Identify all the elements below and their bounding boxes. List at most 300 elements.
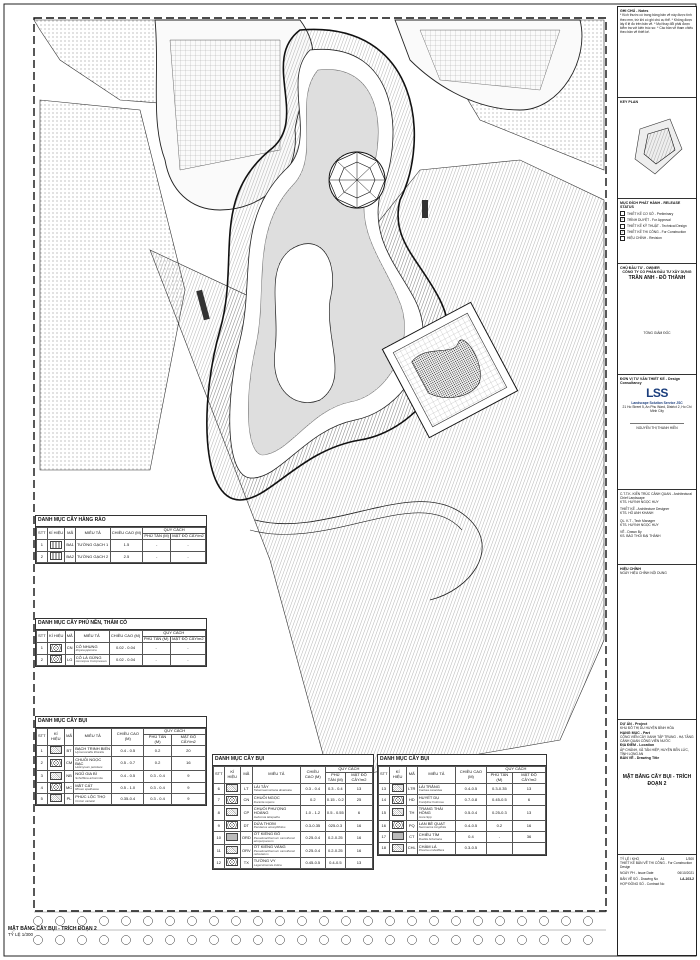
shrub-table-3-title: DANH MỤC CÂY BỤI — [378, 755, 546, 766]
scale-label: TỶ LỆ / KHỔ — [620, 857, 640, 861]
shrub-table-2-title: DANH MỤC CÂY BỤI — [213, 755, 373, 766]
notes-title: GHI CHÚ - Notes — [620, 9, 649, 13]
col-quy-cach: QUY CÁCH — [486, 766, 545, 772]
plant-name: TƯỜNG VY — [253, 858, 276, 864]
col-stt: STT — [37, 630, 48, 643]
description-cell — [74, 757, 112, 771]
paper-size: A1 — [660, 857, 665, 861]
shrub-table-1 — [35, 716, 207, 806]
release-item-label: HIỆU CHỈNH - Revision — [627, 236, 662, 241]
cao-cell: 0.25-0.4 — [300, 844, 325, 857]
do-cell: - — [170, 654, 205, 665]
col-mat-do: MẬT ĐỘ CÂY/m2 — [512, 772, 545, 783]
plant-symbol-icon — [50, 552, 62, 560]
grid-bubble — [540, 917, 549, 926]
plant-name: CHIỀU TÍM — [418, 832, 440, 838]
tan-cell: 025-0.3 — [325, 820, 345, 831]
table-row — [379, 795, 546, 806]
symbol-cell — [389, 806, 406, 820]
plant-symbol-icon — [226, 821, 238, 829]
col-ki-hieu: KÍ HIỆU — [224, 766, 240, 783]
col-phu-tan: PHỦ TÁN (M) — [144, 734, 171, 745]
cao-cell: 0.02 - 0.04 — [109, 643, 142, 654]
project-title: DỰ ÁN - Project — [620, 722, 648, 726]
owner-name-2: TRẦN ANH - ĐỒ THÀNH — [628, 274, 686, 281]
roles-section — [618, 490, 696, 565]
table-row — [214, 783, 373, 794]
plant-name: CỎ NHUNG — [75, 643, 98, 649]
ma-cell: PL — [64, 793, 73, 804]
grid-bubble — [320, 936, 329, 945]
plant-symbol-icon — [50, 794, 62, 802]
ma-cell: ORD — [240, 831, 252, 844]
col-chieu-cao: CHIỀU CAO (M) — [110, 527, 143, 540]
stt-cell: 9 — [214, 820, 225, 831]
description-cell — [252, 820, 300, 831]
grid-bubble — [518, 917, 527, 926]
symbol-cell — [389, 820, 406, 831]
stt-cell: 1 — [37, 540, 48, 551]
table-row — [37, 551, 206, 562]
grid-bubble — [144, 936, 153, 945]
description-cell — [252, 783, 300, 794]
tan-cell: - — [143, 540, 171, 551]
plant-latin-name: Heliconia latispatha — [253, 814, 280, 819]
ma-cell: PQ — [406, 820, 417, 831]
description-cell — [74, 745, 112, 756]
ma-cell: LTR — [406, 783, 417, 794]
table-row — [379, 783, 546, 794]
director-signature — [630, 415, 684, 424]
plant-latin-name: Axonopus Compressus — [75, 659, 107, 664]
description-cell — [417, 843, 455, 854]
symbol-cell — [47, 654, 65, 665]
stt-cell: 3 — [37, 771, 48, 782]
col-mat-do: MẬT ĐỘ CÂY/m2 — [172, 533, 204, 539]
do-cell: 16 — [512, 820, 545, 831]
plant-symbol-icon — [226, 784, 238, 792]
revision-columns: NGÀY HIỆU CHỈNH NỘI DUNG — [620, 571, 667, 576]
hedge-table-title: DANH MỤC CÂY HÀNG RÀO — [36, 516, 206, 527]
drawing-title-label: BẢN VẼ - Drawing Title — [620, 756, 660, 760]
description-cell — [74, 771, 112, 782]
tan-cell: 0.5 - 0.55 — [325, 806, 345, 820]
plant-latin-name: Duranta repens — [253, 799, 275, 804]
ma-cell: LT — [240, 783, 252, 794]
table-row — [379, 843, 546, 854]
col-mieu-ta: MIÊU TẢ — [74, 630, 109, 643]
col-ki-hieu: KÍ HIỆU — [47, 630, 65, 643]
lss-logo: LSS — [646, 385, 668, 400]
stt-cell: 1 — [37, 745, 48, 756]
plant-latin-name: Carissa carandas — [418, 788, 443, 793]
role-title: VẼ - Drawn By — [620, 529, 642, 534]
cao-cell: 0.25-0.4 — [300, 831, 325, 844]
description-cell — [417, 831, 455, 842]
plant-name: DỨA THƠM — [253, 820, 276, 826]
grid-bubble — [474, 936, 483, 945]
description-cell — [417, 820, 455, 831]
release-item — [620, 230, 694, 235]
plant-name: BẠCH TRINH BIỂN — [75, 746, 111, 752]
tan-cell: 0.2 — [144, 757, 171, 771]
description-cell — [252, 795, 300, 806]
ma-cell: NB — [64, 771, 73, 782]
symbol-cell — [47, 757, 64, 771]
col-ma: MÃ — [64, 728, 73, 745]
grid-bubble — [408, 936, 417, 945]
col-stt: STT — [379, 766, 390, 783]
plant-name: CHUỐI PHƯỢNG HOÀNG — [253, 805, 287, 816]
plant-latin-name: Helicrysum petiolare — [75, 765, 103, 770]
grid-bubble — [496, 936, 505, 945]
plant-symbol-icon — [50, 644, 62, 652]
col-quy-cach: QUY CÁCH — [142, 630, 205, 636]
checkbox-icon — [620, 211, 625, 216]
plant-symbol-icon — [392, 808, 404, 816]
lss-name: Landscape Solution Service JSC — [631, 400, 683, 405]
cao-cell: 0.5 - 0.7 — [112, 757, 144, 771]
table-row — [37, 654, 206, 665]
col-stt: STT — [37, 527, 48, 540]
grid-bubble — [78, 917, 87, 926]
table-row — [379, 831, 546, 842]
location-title: ĐỊA ĐIỂM - Location — [620, 743, 655, 748]
col-mat-do: MẬT ĐỘ CÂY/m2 — [171, 734, 205, 745]
do-cell: - — [171, 540, 206, 551]
consultant-title: ĐƠN VỊ TƯ VẤN THIẾT KẾ - Design Consultancy — [620, 377, 680, 386]
col-chieu-cao: CHIỀU CAO (M) — [456, 766, 487, 783]
director-name: NGUYỄN THỊ THANH HIỀN — [636, 426, 678, 431]
col-phu-tan: PHỦ TÁN (M) — [486, 772, 512, 783]
ma-cell: CN — [65, 643, 74, 654]
col-stt: STT — [37, 728, 48, 745]
stt-cell: 1 — [37, 643, 48, 654]
cao-cell: 0.3-0.5 — [456, 843, 487, 854]
stt-cell: 4 — [37, 782, 48, 793]
plant-name: TƯỜNG GẠCH 1 — [76, 542, 109, 548]
plant-name: ỚT KIỂNG VÀNG — [253, 844, 286, 850]
grid-bubble — [452, 936, 461, 945]
plant-latin-name: Zoysia japonica — [75, 648, 97, 653]
cao-cell: 0.4 - 0.5 — [112, 745, 144, 756]
role-title: QL. K.T - Tech Manager — [620, 518, 656, 523]
plant-symbol-icon — [50, 759, 62, 767]
tan-cell: 0.3 - 0.4 — [144, 782, 171, 793]
issue-date: 06/10/2021 — [677, 871, 694, 876]
plant-latin-name: Cordyline fruticosa — [418, 799, 444, 804]
lss-address: 21 Ho Street 5, An Phu Ward, District 2, Ho Chi Minh City — [622, 405, 692, 414]
part-text: CÔNG VIÊN CÂY XANH TẬP TRUNG - HẠ TẦNG CẢNH QUAN CÔNG VIÊN NƯỚC — [620, 735, 694, 744]
grid-bubble — [166, 936, 175, 945]
table-row — [37, 782, 206, 793]
grid-bubble — [188, 936, 197, 945]
plant-name: CỎ LÁ GỪNG — [75, 655, 102, 661]
key-plan-diagram — [620, 104, 692, 184]
stt-cell: 11 — [214, 844, 225, 857]
col-chieu-cao: CHIỀU CAO (M) — [300, 766, 325, 783]
grid-bubble — [364, 936, 373, 945]
grid-bubble — [210, 936, 219, 945]
plant-latin-name: Ruellia britoniana — [418, 836, 442, 841]
groundcover-table — [35, 618, 207, 667]
cao-cell: 0.02 - 0.04 — [109, 654, 142, 665]
plant-latin-name: Hymenocallis littoralis — [75, 750, 105, 755]
grid-bubble — [122, 936, 131, 945]
release-item-label: THIẾT KẾ CƠ SỞ - Preliminary — [627, 211, 674, 216]
shrub-table-3 — [377, 754, 547, 856]
col-ki-hieu: KÍ HIỆU — [389, 766, 406, 783]
do-cell: 13 — [512, 783, 545, 794]
cao-cell: 0.35-0.4 — [112, 793, 144, 804]
symbol-cell — [389, 783, 406, 794]
cao-cell: 0.4-0.5 — [456, 783, 487, 794]
stt-cell: 2 — [37, 551, 48, 562]
grid-bubble — [144, 917, 153, 926]
description-cell — [74, 793, 112, 804]
do-cell: 16 — [171, 757, 205, 771]
role-title: THIẾT KẾ - Architecture Designer — [620, 507, 670, 512]
ma-cell: TX — [240, 857, 252, 868]
table-row — [37, 793, 206, 804]
symbol-cell — [224, 783, 240, 794]
release-item-label: THIẾT KẾ THI CÔNG - For Construction — [627, 230, 687, 235]
release-title: MỤC ĐÍCH PHÁT HÀNH - RELEASE STATUS — [620, 201, 681, 210]
col-mieu-ta: MIÊU TẢ — [74, 728, 112, 745]
ma-cell: BT — [64, 745, 73, 756]
col-mat-do: MẬT ĐỘ CÂY/m2 — [345, 772, 372, 783]
notes-text: * Kích thước có trong bảng bản vẽ này được tính theo mm, trừ khi có ghi chú cụ thể. * Không được lấy tỉ lệ đo trên bản vẽ. * Mọi thay đổi phải được kiểm tra với kiến trúc sư. * Các bản vẽ tham chiếu theo bản vẽ thiết kế. — [620, 13, 694, 34]
grid-bubble — [122, 917, 131, 926]
table-row — [214, 831, 373, 844]
drawing-title: MẶT BẰNG CÂY BỤI - TRÍCH ĐOẠN 2 — [622, 774, 692, 787]
plant-symbol-icon — [392, 784, 404, 792]
stt-cell: 7 — [214, 795, 225, 806]
owner-title: CHỦ ĐẦU TƯ - OWNER — [620, 266, 660, 270]
col-mat-do: MẬT ĐỘ CÂY/m2 — [172, 636, 204, 642]
release-item — [620, 224, 694, 229]
col-quy-cach: QUY CÁCH — [325, 766, 372, 772]
groundcover-table-title: DANH MỤC CÂY PHỦ NỀN, THẢM CỎ — [36, 619, 206, 630]
release-list — [620, 211, 694, 241]
table-row — [214, 857, 373, 868]
tan-cell: 0.3-0.35 — [486, 783, 512, 794]
cao-cell: 0.4 — [456, 831, 487, 842]
col-mieu-ta: MIÊU TẢ — [75, 527, 110, 540]
col-ki-hieu: KÍ HIỆU — [47, 527, 65, 540]
release-item — [620, 217, 694, 222]
description-cell — [417, 795, 455, 806]
plant-symbol-icon — [392, 844, 404, 852]
tan-cell: - — [143, 551, 171, 562]
plant-symbol-icon — [392, 832, 404, 840]
role-title: C.T.T.K. KIẾN TRÚC CẢNH QUAN - Architectural Chief Landscape — [620, 492, 692, 501]
grid-bubble — [232, 936, 241, 945]
tan-cell: 0.2-0.25 — [325, 844, 345, 857]
plant-name: TƯỜNG GẠCH 2 — [76, 553, 109, 559]
plant-symbol-icon — [50, 772, 62, 780]
description-cell — [74, 643, 109, 654]
tan-cell: 0.3 - 0.4 — [325, 783, 345, 794]
description-cell — [75, 551, 110, 562]
ma-cell: BA2 — [65, 551, 76, 562]
plant-symbol-icon — [226, 833, 238, 841]
stt-cell: 17 — [379, 831, 390, 842]
owner-signatory: TỔNG GIÁM ĐỐC — [643, 331, 671, 336]
grid-bubble — [584, 936, 593, 945]
ma-cell: CM — [64, 757, 73, 771]
description-cell — [252, 857, 300, 868]
do-cell: 6 — [512, 795, 545, 806]
do-cell: 13 — [345, 857, 372, 868]
do-cell: 20 — [171, 745, 205, 756]
description-cell — [417, 806, 455, 820]
tan-cell: 0.2 — [144, 745, 171, 756]
do-cell: 9 — [171, 771, 205, 782]
plant-symbol-icon — [50, 746, 62, 754]
grid-bubble — [386, 917, 395, 926]
tan-cell: 0.25-0.3 — [486, 806, 512, 820]
stt-cell: 18 — [379, 843, 390, 854]
grid-bubble — [342, 936, 351, 945]
grid-bubble — [452, 917, 461, 926]
plant-latin-name: Tabernaemontana divaricata — [253, 788, 292, 793]
tan-cell: 0.15 - 0.2 — [325, 795, 345, 806]
grid-bubble — [386, 936, 395, 945]
grid-bubble — [56, 917, 65, 926]
tan-cell: 0.4-0.5 — [325, 857, 345, 868]
role-person: KTS. HUỲNH NGỌC HUY — [620, 522, 659, 527]
purpose: THIẾT KẾ BẢN VẼ THI CÔNG - For Construction Design — [620, 861, 693, 870]
issue-date-label: NGÀY PH - Issue Date — [620, 871, 654, 876]
grid-bubble — [562, 917, 571, 926]
grid-bubble — [254, 936, 263, 945]
do-cell: 16 — [345, 831, 372, 844]
key-plan-title: KEY PLAN — [620, 100, 639, 104]
col-ma: MÃ — [65, 630, 74, 643]
central-pavilion — [329, 152, 385, 208]
description-cell — [252, 831, 300, 844]
table-row — [214, 820, 373, 831]
grid-bubble — [210, 917, 219, 926]
table-row — [214, 795, 373, 806]
plant-name: MẮT CÁT — [75, 782, 93, 788]
plant-name: LÀI TÂY — [253, 784, 269, 790]
ma-cell: CP — [240, 806, 252, 820]
grid-bubble — [430, 936, 439, 945]
table-row — [214, 806, 373, 820]
col-quy-cach: QUY CÁCH — [143, 527, 206, 533]
drawing-footer — [8, 926, 97, 937]
do-cell: 36 — [512, 831, 545, 842]
table-row — [379, 806, 546, 820]
stt-cell: 8 — [214, 806, 225, 820]
plant-name: HUYẾT DỤ — [418, 795, 440, 801]
grid-bubble — [496, 917, 505, 926]
tan-cell: 0.3 - 0.4 — [144, 771, 171, 782]
ma-cell: LG — [65, 654, 74, 665]
plant-latin-name: Neomarica longifolia — [418, 825, 446, 830]
checkbox-icon — [620, 236, 625, 241]
table-row — [37, 540, 206, 551]
col-phu-tan: PHỦ TÁN (M) — [143, 636, 169, 642]
tan-cell: 0.3 - 0.4 — [144, 793, 171, 804]
do-cell: 13 — [512, 806, 545, 820]
plant-latin-name: Rhoeo spathacea — [75, 787, 99, 792]
stt-cell: 2 — [37, 654, 48, 665]
ma-cell: DT — [240, 820, 252, 831]
do-cell: 13 — [345, 783, 372, 794]
footer-scale: TỶ LỆ 1/300 — [8, 932, 34, 937]
plant-name: LAN BÈ QUẠT — [418, 820, 446, 826]
symbol-cell — [47, 782, 64, 793]
plant-latin-name: Lagerstroemia indica — [253, 862, 282, 867]
col-mieu-ta: MIÊU TẢ — [252, 766, 300, 783]
grid-bubble — [254, 917, 263, 926]
do-cell: 16 — [345, 820, 372, 831]
symbol-cell — [47, 771, 64, 782]
symbol-cell — [224, 820, 240, 831]
stt-cell: 2 — [37, 757, 48, 771]
col-phu-tan: PHỦ TÁN (M) — [144, 533, 169, 539]
symbol-cell — [389, 843, 406, 854]
plant-latin-name: Pisonia umbellifera — [418, 848, 445, 853]
symbol-cell — [224, 844, 240, 857]
tan-cell: 0.2 — [486, 820, 512, 831]
plant-symbol-icon — [392, 821, 404, 829]
symbol-cell — [47, 793, 64, 804]
plant-symbol-icon — [50, 541, 62, 549]
grid-bubble — [276, 936, 285, 945]
grid-bubble — [518, 936, 527, 945]
role-person: KS. BÁO THOI ĐẠI THÀNH — [620, 533, 661, 538]
col-ma: MÃ — [406, 766, 417, 783]
ma-cell: HD — [406, 795, 417, 806]
description-cell — [75, 540, 110, 551]
plant-symbol-icon — [226, 846, 238, 854]
grid-bubble — [562, 936, 571, 945]
plant-symbol-icon — [392, 796, 404, 804]
grid-bubble — [100, 936, 109, 945]
release-item-label: TRÌNH DUYỆT - For Approval — [627, 217, 671, 222]
grid-bubble — [298, 917, 307, 926]
table-row — [37, 757, 206, 771]
grid-bubble — [584, 917, 593, 926]
table-row — [379, 820, 546, 831]
do-cell: 9 — [171, 793, 205, 804]
plant-latin-name: Pandanus amaryllifolius — [253, 825, 286, 830]
symbol-cell — [389, 795, 406, 806]
cao-cell: 0.5 - 1.0 — [112, 782, 144, 793]
plant-symbol-icon — [226, 858, 238, 866]
symbol-cell — [224, 795, 240, 806]
drawing-no-label: BẢN VẼ SỐ - Drawing No — [620, 877, 658, 882]
do-cell: 16 — [345, 844, 372, 857]
col-quy-cach: QUY CÁCH — [144, 728, 206, 734]
release-item-label: THIẾT KẾ KỸ THUẬT - Technical Design — [627, 223, 687, 228]
ma-cell: CT — [406, 831, 417, 842]
release-item — [620, 236, 694, 241]
cao-cell: 0.7-0.8 — [456, 795, 487, 806]
plant-name: TRANG THÁI HỒNG — [418, 805, 443, 816]
grid-bubble — [100, 917, 109, 926]
plant-name: CHÀM LÁ — [418, 843, 437, 849]
description-cell — [252, 844, 300, 857]
checkbox-icon: ✓ — [621, 217, 624, 222]
table-row — [214, 844, 373, 857]
cao-cell: 2.5 — [110, 551, 143, 562]
do-cell: - — [171, 551, 206, 562]
